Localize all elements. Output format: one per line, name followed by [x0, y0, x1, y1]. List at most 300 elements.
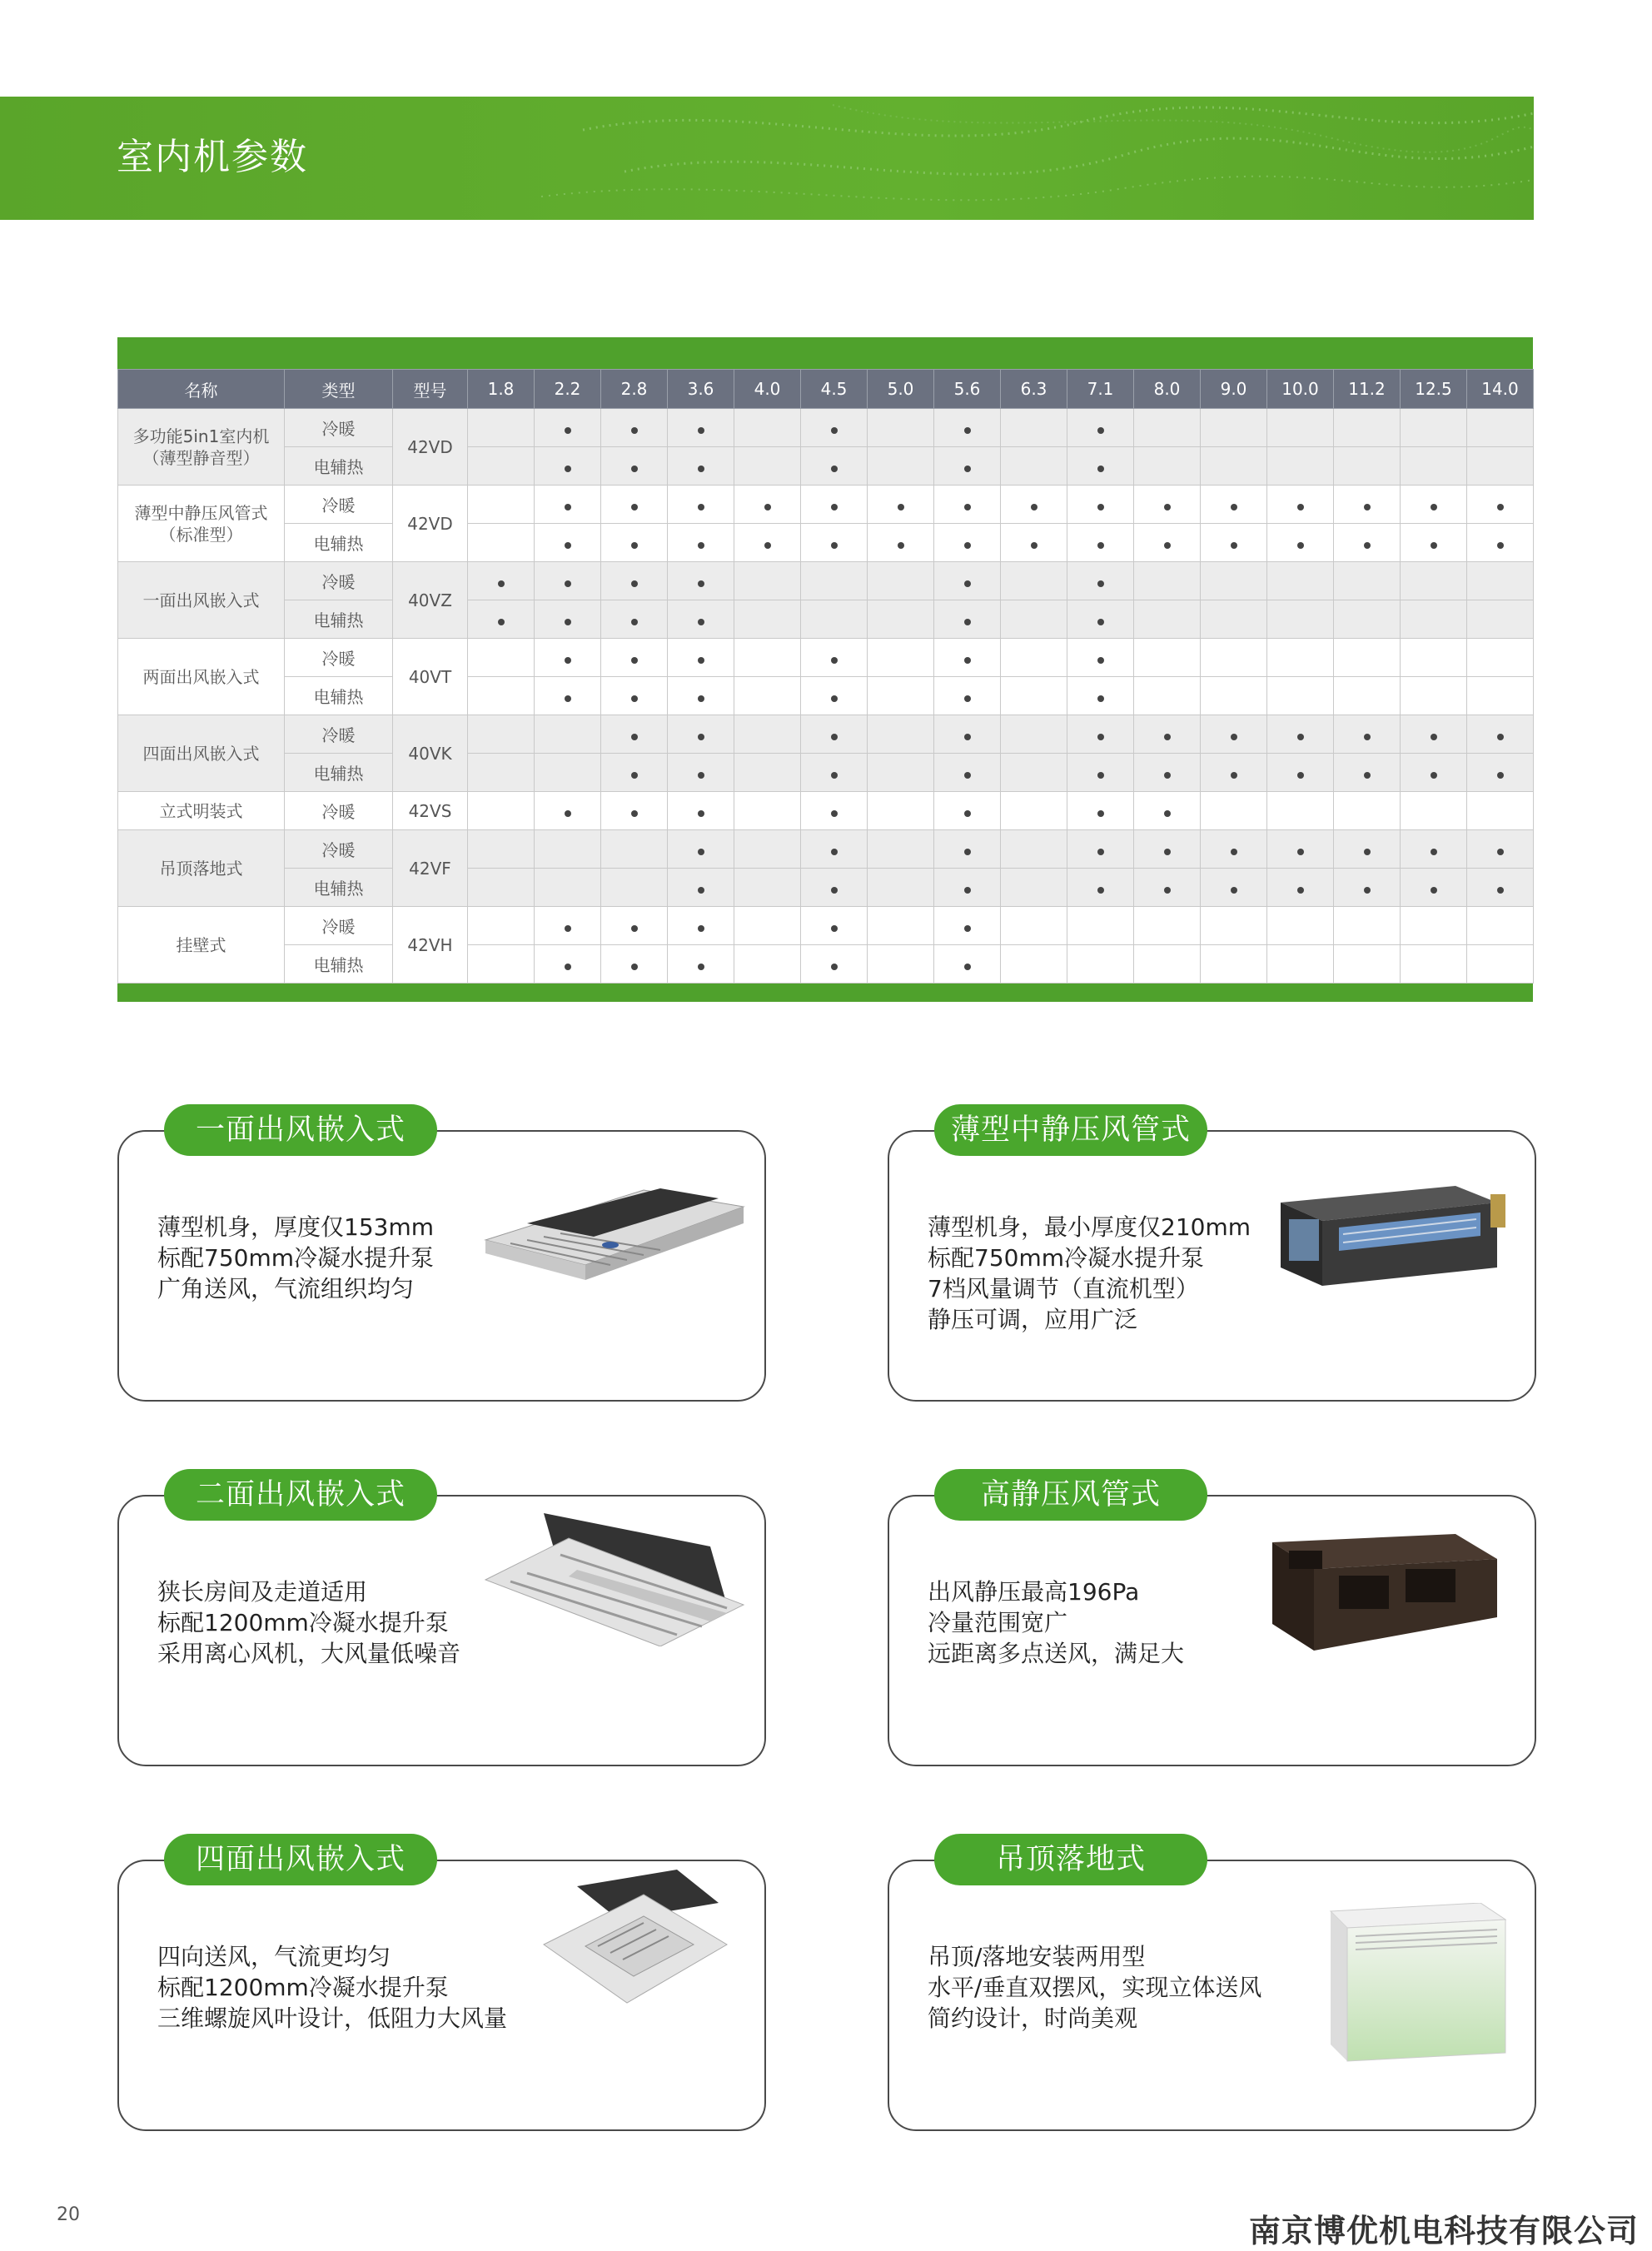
capacity-cell — [1267, 639, 1334, 677]
unit-type-cell: 电辅热 — [285, 600, 393, 639]
table-row — [118, 907, 1534, 945]
capacity-cell — [601, 869, 668, 907]
available-dot-icon — [698, 964, 704, 970]
available-dot-icon — [565, 504, 571, 510]
capacity-cell — [1067, 945, 1134, 984]
table-row — [118, 486, 1534, 524]
capacity-cell — [1401, 524, 1467, 562]
capacity-cell — [1267, 792, 1334, 830]
unit-type-cell: 电辅热 — [285, 869, 393, 907]
capacity-cell — [668, 486, 734, 524]
available-dot-icon — [1097, 849, 1104, 855]
capacity-cell — [668, 945, 734, 984]
page-title: 室内机参数 — [117, 136, 308, 178]
available-dot-icon — [698, 542, 704, 549]
capacity-cell — [468, 677, 535, 715]
capacity-cell — [1334, 486, 1401, 524]
capacity-cell — [868, 409, 934, 447]
model-cell: 42VD — [393, 409, 468, 486]
table-row — [118, 409, 1534, 447]
capacity-cell — [1067, 639, 1134, 677]
capacity-cell — [668, 677, 734, 715]
capacity-cell — [868, 754, 934, 792]
available-dot-icon — [1231, 772, 1237, 779]
available-dot-icon — [631, 810, 638, 817]
available-dot-icon — [565, 925, 571, 932]
capacity-cell — [1401, 715, 1467, 754]
available-dot-icon — [964, 542, 971, 549]
available-dot-icon — [565, 657, 571, 664]
capacity-cell — [1401, 677, 1467, 715]
unit-type-cell: 冷暖 — [285, 830, 393, 869]
column-header: 类型 — [285, 370, 393, 409]
capacity-column-header: 11.2 — [1334, 370, 1401, 409]
table-row — [118, 524, 1534, 562]
available-dot-icon — [498, 619, 505, 625]
capacity-column-header: 14.0 — [1467, 370, 1534, 409]
available-dot-icon — [631, 734, 638, 740]
capacity-cell — [1467, 830, 1534, 869]
available-dot-icon — [1297, 887, 1304, 894]
available-dot-icon — [1497, 772, 1504, 779]
table-body — [118, 409, 1534, 984]
available-dot-icon — [1297, 504, 1304, 510]
capacity-cell — [1401, 639, 1467, 677]
capacity-cell — [801, 524, 868, 562]
capacity-cell — [934, 600, 1001, 639]
capacity-column-header: 3.6 — [668, 370, 734, 409]
capacity-cell — [1334, 792, 1401, 830]
available-dot-icon — [1097, 657, 1104, 664]
capacity-cell — [1267, 562, 1334, 600]
available-dot-icon — [1431, 504, 1437, 510]
capacity-cell — [1001, 869, 1067, 907]
available-dot-icon — [964, 657, 971, 664]
available-dot-icon — [1297, 734, 1304, 740]
capacity-cell — [468, 447, 535, 486]
table-row — [118, 945, 1534, 984]
available-dot-icon — [1364, 849, 1371, 855]
table-row — [118, 600, 1534, 639]
available-dot-icon — [1097, 619, 1104, 625]
card-description: 薄型机身，最小厚度仅210mm 标配750mm冷凝水提升泵 7档风量调节（直流机型） 静压可调，应用广泛 — [928, 1213, 1251, 1333]
capacity-cell — [1201, 907, 1267, 945]
available-dot-icon — [631, 466, 638, 472]
available-dot-icon — [1364, 734, 1371, 740]
available-dot-icon — [964, 695, 971, 702]
available-dot-icon — [1497, 542, 1504, 549]
capacity-cell — [1134, 907, 1201, 945]
capacity-cell — [1334, 447, 1401, 486]
table-bottom-bar — [117, 984, 1533, 1002]
capacity-column-header: 7.1 — [1067, 370, 1134, 409]
card-title-pill: 四面出风嵌入式 — [164, 1834, 437, 1885]
capacity-cell — [601, 715, 668, 754]
card-slim-duct — [888, 1130, 1536, 1402]
available-dot-icon — [1097, 810, 1104, 817]
capacity-cell — [1467, 869, 1534, 907]
capacity-cell — [801, 677, 868, 715]
capacity-cell — [1467, 715, 1534, 754]
available-dot-icon — [964, 504, 971, 510]
four-way-cassette-icon — [535, 1870, 735, 2011]
capacity-cell — [1201, 409, 1267, 447]
available-dot-icon — [831, 734, 838, 740]
capacity-cell — [535, 486, 601, 524]
available-dot-icon — [964, 466, 971, 472]
capacity-cell — [1067, 792, 1134, 830]
available-dot-icon — [698, 619, 704, 625]
available-dot-icon — [831, 887, 838, 894]
unit-type-cell: 冷暖 — [285, 409, 393, 447]
available-dot-icon — [1097, 427, 1104, 434]
model-cell: 40VT — [393, 639, 468, 715]
available-dot-icon — [1097, 466, 1104, 472]
available-dot-icon — [631, 925, 638, 932]
capacity-cell — [868, 677, 934, 715]
available-dot-icon — [1097, 734, 1104, 740]
unit-type-cell: 电辅热 — [285, 447, 393, 486]
capacity-cell — [1267, 715, 1334, 754]
capacity-cell — [734, 562, 801, 600]
available-dot-icon — [1231, 849, 1237, 855]
table-row — [118, 754, 1534, 792]
available-dot-icon — [764, 542, 771, 549]
capacity-cell — [1401, 907, 1467, 945]
capacity-cell — [1201, 524, 1267, 562]
available-dot-icon — [631, 695, 638, 702]
available-dot-icon — [565, 695, 571, 702]
capacity-cell — [1334, 869, 1401, 907]
capacity-cell — [1401, 869, 1467, 907]
capacity-cell — [468, 907, 535, 945]
capacity-cell — [535, 754, 601, 792]
capacity-cell — [934, 792, 1001, 830]
capacity-cell — [601, 792, 668, 830]
capacity-cell — [535, 945, 601, 984]
available-dot-icon — [831, 964, 838, 970]
capacity-cell — [535, 447, 601, 486]
capacity-cell — [535, 869, 601, 907]
capacity-cell — [1134, 409, 1201, 447]
table-header-row — [118, 370, 1534, 409]
capacity-cell — [1267, 409, 1334, 447]
capacity-cell — [601, 677, 668, 715]
card-four-way-cassette — [117, 1860, 766, 2131]
capacity-cell — [1401, 792, 1467, 830]
capacity-cell — [668, 639, 734, 677]
available-dot-icon — [698, 657, 704, 664]
available-dot-icon — [565, 810, 571, 817]
capacity-cell — [934, 486, 1001, 524]
capacity-cell — [868, 792, 934, 830]
capacity-cell — [1001, 907, 1067, 945]
capacity-cell — [1334, 562, 1401, 600]
capacity-cell — [1334, 600, 1401, 639]
capacity-cell — [868, 600, 934, 639]
capacity-cell — [1401, 447, 1467, 486]
capacity-cell — [934, 715, 1001, 754]
available-dot-icon — [1097, 580, 1104, 587]
card-description: 吊顶/落地安装两用型 水平/垂直双摆风，实现立体送风 简约设计，时尚美观 — [928, 1943, 1262, 2032]
available-dot-icon — [698, 504, 704, 510]
capacity-cell — [734, 447, 801, 486]
unit-name-cell: 多功能5in1室内机 （薄型静音型） — [118, 409, 285, 486]
card-title-pill: 薄型中静压风管式 — [934, 1104, 1207, 1156]
capacity-cell — [1201, 715, 1267, 754]
capacity-cell — [1467, 562, 1534, 600]
capacity-cell — [668, 907, 734, 945]
available-dot-icon — [1031, 542, 1037, 549]
capacity-cell — [1201, 792, 1267, 830]
header-banner — [0, 97, 1534, 220]
available-dot-icon — [1164, 542, 1171, 549]
capacity-cell — [1401, 830, 1467, 869]
capacity-cell — [668, 830, 734, 869]
capacity-cell — [734, 945, 801, 984]
capacity-cell — [1134, 639, 1201, 677]
capacity-cell — [668, 715, 734, 754]
capacity-cell — [1001, 409, 1067, 447]
available-dot-icon — [698, 810, 704, 817]
available-dot-icon — [964, 849, 971, 855]
capacity-cell — [1201, 754, 1267, 792]
available-dot-icon — [1164, 772, 1171, 779]
available-dot-icon — [631, 504, 638, 510]
unit-name-cell: 一面出风嵌入式 — [118, 562, 285, 639]
capacity-cell — [801, 792, 868, 830]
capacity-cell — [734, 486, 801, 524]
capacity-cell — [1401, 600, 1467, 639]
available-dot-icon — [565, 427, 571, 434]
capacity-cell — [868, 524, 934, 562]
capacity-cell — [1267, 677, 1334, 715]
capacity-cell — [668, 792, 734, 830]
capacity-cell — [1334, 524, 1401, 562]
available-dot-icon — [1364, 887, 1371, 894]
unit-type-cell: 冷暖 — [285, 639, 393, 677]
capacity-cell — [1467, 524, 1534, 562]
table-row — [118, 715, 1534, 754]
capacity-cell — [801, 447, 868, 486]
available-dot-icon — [565, 466, 571, 472]
capacity-cell — [1067, 830, 1134, 869]
capacity-cell — [868, 639, 934, 677]
capacity-cell — [1134, 792, 1201, 830]
available-dot-icon — [1431, 849, 1437, 855]
capacity-cell — [1134, 715, 1201, 754]
unit-type-cell: 电辅热 — [285, 945, 393, 984]
capacity-cell — [601, 409, 668, 447]
capacity-column-header: 4.0 — [734, 370, 801, 409]
capacity-cell — [934, 754, 1001, 792]
capacity-cell — [1267, 830, 1334, 869]
available-dot-icon — [831, 542, 838, 549]
capacity-cell — [934, 945, 1001, 984]
unit-type-cell: 冷暖 — [285, 562, 393, 600]
capacity-cell — [1001, 562, 1067, 600]
capacity-cell — [1067, 524, 1134, 562]
capacity-cell — [868, 715, 934, 754]
capacity-cell — [868, 945, 934, 984]
capacity-cell — [1134, 945, 1201, 984]
capacity-cell — [668, 754, 734, 792]
capacity-cell — [1001, 715, 1067, 754]
capacity-column-header: 2.8 — [601, 370, 668, 409]
unit-name-cell: 四面出风嵌入式 — [118, 715, 285, 792]
card-title-pill: 二面出风嵌入式 — [164, 1469, 437, 1521]
capacity-cell — [934, 447, 1001, 486]
capacity-cell — [934, 562, 1001, 600]
capacity-cell — [1401, 486, 1467, 524]
capacity-column-header: 8.0 — [1134, 370, 1201, 409]
capacity-cell — [1467, 600, 1534, 639]
capacity-cell — [468, 486, 535, 524]
capacity-cell — [1201, 600, 1267, 639]
capacity-cell — [1401, 409, 1467, 447]
unit-name-cell: 吊顶落地式 — [118, 830, 285, 907]
capacity-cell — [1067, 869, 1134, 907]
available-dot-icon — [1164, 887, 1171, 894]
card-description: 四向送风，气流更均匀 标配1200mm冷凝水提升泵 三维螺旋风叶设计，低阻力大风量 — [157, 1943, 508, 2032]
capacity-cell — [468, 792, 535, 830]
capacity-cell — [1001, 677, 1067, 715]
unit-type-cell: 冷暖 — [285, 792, 393, 830]
available-dot-icon — [831, 466, 838, 472]
capacity-cell — [1401, 754, 1467, 792]
available-dot-icon — [698, 427, 704, 434]
available-dot-icon — [565, 619, 571, 625]
available-dot-icon — [1164, 810, 1171, 817]
available-dot-icon — [964, 427, 971, 434]
available-dot-icon — [831, 504, 838, 510]
capacity-cell — [535, 562, 601, 600]
capacity-cell — [601, 562, 668, 600]
available-dot-icon — [1497, 849, 1504, 855]
capacity-cell — [1467, 639, 1534, 677]
capacity-column-header: 10.0 — [1267, 370, 1334, 409]
column-header: 名称 — [118, 370, 285, 409]
available-dot-icon — [964, 964, 971, 970]
page-number: 20 — [57, 2204, 80, 2225]
table-row — [118, 830, 1534, 869]
capacity-cell — [1001, 945, 1067, 984]
column-header: 型号 — [393, 370, 468, 409]
one-way-cassette-icon — [477, 1173, 752, 1282]
capacity-cell — [734, 639, 801, 677]
available-dot-icon — [698, 772, 704, 779]
capacity-cell — [601, 600, 668, 639]
capacity-cell — [468, 639, 535, 677]
capacity-cell — [1201, 486, 1267, 524]
available-dot-icon — [1231, 734, 1237, 740]
capacity-cell — [1267, 524, 1334, 562]
unit-name-cell: 两面出风嵌入式 — [118, 639, 285, 715]
capacity-cell — [1267, 600, 1334, 639]
available-dot-icon — [698, 925, 704, 932]
capacity-cell — [868, 907, 934, 945]
capacity-cell — [801, 830, 868, 869]
available-dot-icon — [631, 580, 638, 587]
unit-type-cell: 电辅热 — [285, 677, 393, 715]
available-dot-icon — [1431, 887, 1437, 894]
capacity-cell — [1467, 907, 1534, 945]
card-high-static-duct — [888, 1495, 1536, 1766]
capacity-cell — [1067, 486, 1134, 524]
available-dot-icon — [698, 887, 704, 894]
model-cell: 42VD — [393, 486, 468, 562]
available-dot-icon — [831, 657, 838, 664]
capacity-cell — [1201, 869, 1267, 907]
capacity-cell — [535, 715, 601, 754]
capacity-cell — [1467, 754, 1534, 792]
capacity-cell — [868, 830, 934, 869]
available-dot-icon — [898, 542, 904, 549]
capacity-cell — [1001, 830, 1067, 869]
available-dot-icon — [631, 542, 638, 549]
table-top-bar — [117, 337, 1533, 369]
capacity-cell — [868, 869, 934, 907]
available-dot-icon — [1097, 772, 1104, 779]
available-dot-icon — [1364, 542, 1371, 549]
capacity-cell — [801, 715, 868, 754]
capacity-cell — [1067, 907, 1134, 945]
capacity-column-header: 9.0 — [1201, 370, 1267, 409]
available-dot-icon — [698, 580, 704, 587]
two-way-cassette-icon — [477, 1505, 752, 1646]
capacity-cell — [601, 524, 668, 562]
available-dot-icon — [1097, 504, 1104, 510]
capacity-cell — [1134, 869, 1201, 907]
available-dot-icon — [831, 772, 838, 779]
capacity-column-header: 6.3 — [1001, 370, 1067, 409]
capacity-cell — [1201, 677, 1267, 715]
capacity-cell — [601, 486, 668, 524]
available-dot-icon — [898, 504, 904, 510]
available-dot-icon — [631, 657, 638, 664]
available-dot-icon — [1431, 772, 1437, 779]
capacity-cell — [734, 907, 801, 945]
capacity-cell — [1334, 677, 1401, 715]
capacity-cell — [801, 639, 868, 677]
capacity-cell — [468, 524, 535, 562]
available-dot-icon — [698, 695, 704, 702]
capacity-cell — [601, 830, 668, 869]
capacity-cell — [1001, 486, 1067, 524]
capacity-cell — [1134, 677, 1201, 715]
capacity-column-header: 4.5 — [801, 370, 868, 409]
table-row — [118, 562, 1534, 600]
capacity-cell — [1467, 486, 1534, 524]
capacity-cell — [1001, 600, 1067, 639]
capacity-cell — [734, 754, 801, 792]
available-dot-icon — [1164, 849, 1171, 855]
unit-type-cell: 冷暖 — [285, 486, 393, 524]
capacity-cell — [734, 409, 801, 447]
capacity-column-header: 1.8 — [468, 370, 535, 409]
capacity-cell — [801, 754, 868, 792]
capacity-cell — [1334, 715, 1401, 754]
available-dot-icon — [1364, 772, 1371, 779]
company-name: 南京博优机电科技有限公司 — [1248, 2213, 1639, 2249]
capacity-cell — [1134, 562, 1201, 600]
capacity-cell — [934, 869, 1001, 907]
capacity-cell — [468, 754, 535, 792]
model-cell: 42VS — [393, 792, 468, 830]
unit-name-cell: 薄型中静压风管式 （标准型） — [118, 486, 285, 562]
ceiling-floor-unit-icon — [1314, 1903, 1514, 2069]
available-dot-icon — [831, 925, 838, 932]
